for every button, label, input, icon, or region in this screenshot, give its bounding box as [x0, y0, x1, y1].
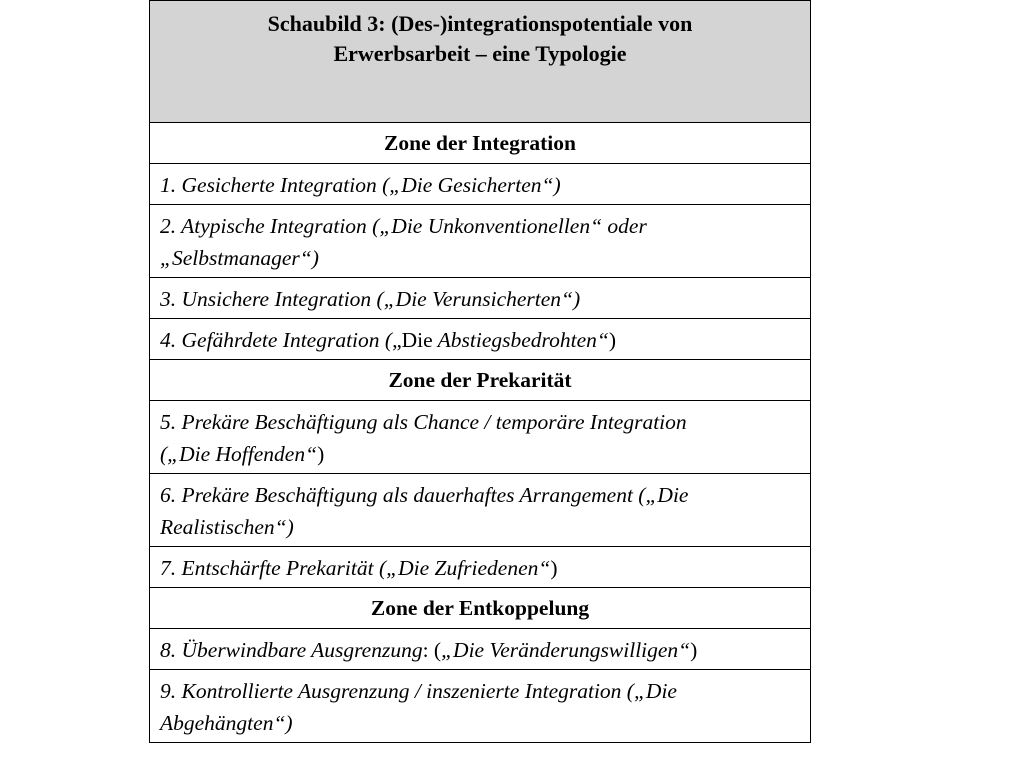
- item-9-line-2: Abgehängten“): [160, 711, 293, 735]
- table-row: [150, 401, 811, 474]
- item-6-line-1: 6. Prekäre Beschäftigung als dauerhaftes Arrangement („Die: [160, 483, 689, 507]
- zone-row: [150, 588, 811, 629]
- table-row: [150, 319, 811, 360]
- zone-integration-heading: Zone der Integration: [150, 123, 811, 164]
- typology-table: [149, 0, 811, 743]
- table-row: [150, 670, 811, 743]
- item-5-line-2a: („Die Hoffenden“: [160, 442, 318, 466]
- figure-title-line-2: Erwerbsarbeit – eine Typologie: [333, 41, 627, 66]
- figure-title: [150, 1, 811, 123]
- zone-prekaritaet-heading: Zone der Prekarität: [150, 360, 811, 401]
- table-row: [150, 547, 811, 588]
- item-2-atypische-integration: [150, 205, 811, 278]
- item-4-part-4: ): [608, 328, 617, 352]
- item-4-part-1: 4. Gefährdete Integration (: [160, 328, 393, 352]
- item-4-part-2: „Die: [392, 328, 433, 352]
- zone-row: [150, 360, 811, 401]
- item-3-unsichere-integration: [150, 278, 811, 319]
- item-5-line-1: 5. Prekäre Beschäftigung als Chance / temporäre Integration: [160, 410, 687, 434]
- item-2-line-1: 2. Atypische Integration („Die Unkonventionellen“ oder: [160, 214, 647, 238]
- item-7-entschaerfte-prekaritaet: [150, 547, 811, 588]
- item-1-text: 1. Gesicherte Integration („Die Gesicherten“): [160, 173, 561, 197]
- figure-title-line-1: Schaubild 3: (Des-)integrationspotentiale von: [267, 11, 693, 36]
- table-row: [150, 629, 811, 670]
- item-1-gesicherte-integration: [150, 164, 811, 205]
- item-4-gefaehrdete-integration: [150, 319, 811, 360]
- item-5-line-2b: ): [317, 442, 325, 466]
- table-row: [150, 474, 811, 547]
- table-row: [150, 164, 811, 205]
- item-8-part-3: „Die Veränderungswilligen“: [441, 638, 691, 662]
- item-8-part-4: ): [690, 638, 698, 662]
- zone-entkoppelung-heading: Zone der Entkoppelung: [150, 588, 811, 629]
- item-8-part-1: 8. Überwindbare Ausgrenzung: [160, 638, 423, 662]
- item-5-prekaere-chance: [150, 401, 811, 474]
- item-7-part-1: 7. Entschärfte Prekarität (: [160, 556, 387, 580]
- item-6-prekaere-dauerhaft: [150, 474, 811, 547]
- item-3-text: 3. Unsichere Integration („Die Verunsicherten“): [160, 287, 581, 311]
- item-7-part-3: ): [550, 556, 558, 580]
- item-9-kontrollierte-ausgrenzung: [150, 670, 811, 743]
- item-4-part-3: Abstiegsbedrohten“: [432, 328, 609, 352]
- table-row: [150, 278, 811, 319]
- item-2-line-2: „Selbstmanager“): [160, 246, 319, 270]
- item-8-part-2: : (: [422, 638, 442, 662]
- item-9-line-1: 9. Kontrollierte Ausgrenzung / inszenierte Integration („Die: [160, 679, 677, 703]
- item-6-line-2: Realistischen“): [160, 515, 294, 539]
- title-row: [150, 1, 811, 123]
- item-7-part-2: „Die Zufriedenen“: [386, 556, 551, 580]
- item-8-ueberwindbare-ausgrenzung: [150, 629, 811, 670]
- zone-row: [150, 123, 811, 164]
- table-row: [150, 205, 811, 278]
